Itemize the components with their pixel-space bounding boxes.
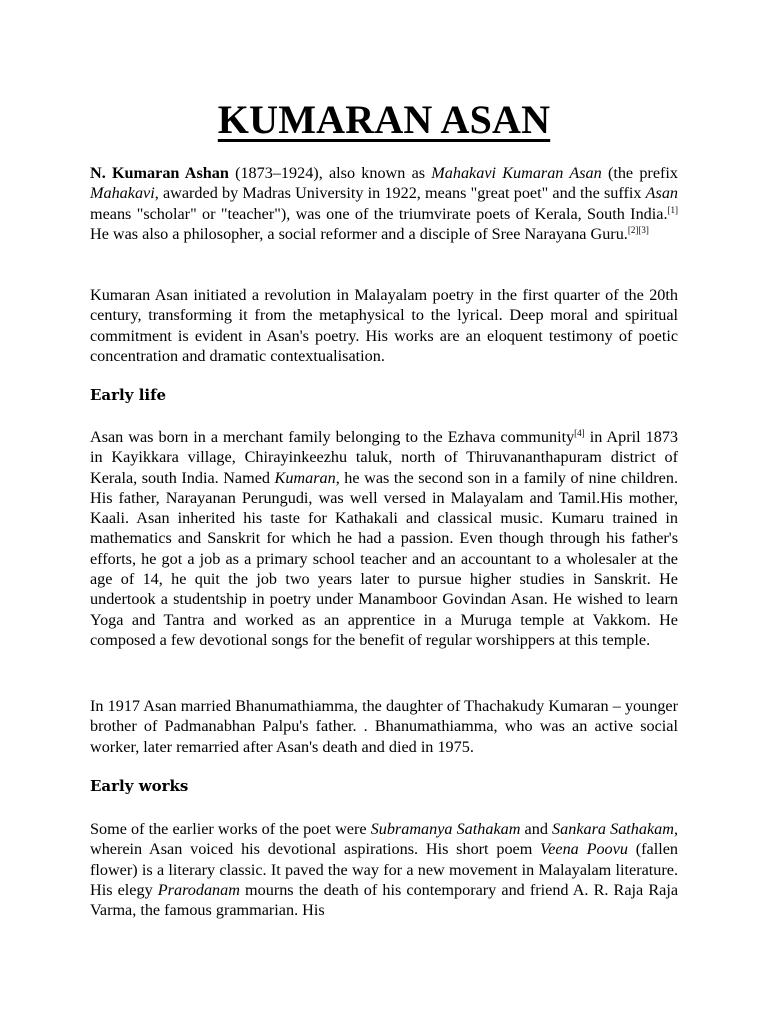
intro-suffix: Asan: [645, 184, 678, 203]
intro-alias: Mahakavi Kumaran Asan: [431, 164, 602, 182]
intro-text-4: means "scholar" or "teacher"), was one of the triumvirate poets of Kerala, South India.: [90, 204, 668, 223]
work-title: Sankara Sathakam: [552, 820, 674, 838]
section-heading-early-life: Early life: [90, 386, 167, 404]
early-works-text-2: and: [520, 820, 553, 838]
early-life-paragraph: [90, 427, 678, 650]
page-title: [0, 96, 768, 144]
early-works-text-5: mourns the death of his contemporary and friend A. R. Raja Raja Varma, the famous grammarian. His: [90, 880, 678, 920]
early-works-text-4: (fallen flower) is a literary classic. It paved the way for a new movement in Malayalam literature. His elegy: [90, 840, 678, 899]
work-title: Prarodanam: [157, 880, 240, 899]
intro-text-2: (the prefix: [601, 164, 678, 182]
intro-paragraph: [90, 163, 678, 244]
early-works-text-1: Some of the earlier works of the poet were: [90, 820, 371, 838]
citation-ref[interactable]: [1]: [667, 204, 678, 215]
early-life-text-2: in April 1873 in Kayikkara village, Chirayinkeezhu taluk, north of Thiruvananthapuram district of Kerala, south India. Named: [90, 428, 679, 487]
early-works-paragraph: [90, 819, 678, 920]
section-heading-early-works: Early works: [90, 777, 189, 795]
intro-text-5: He was also a philosopher, a social reformer and a disciple of Sree Narayana Guru.: [90, 224, 628, 243]
intro-prefix: Mahakavi: [90, 184, 155, 203]
early-life-text-3: , he was the second son in a family of nine children. His father, Narayanan Perungudi, was well versed in Malayalam and Tamil.His mother, Kaali. Asan inherited his taste for Kathakali and classical music. Kumaru trained in mathematics and Sanskrit for which he had a passion. Even though through his father's efforts, he got a job as a primary school teacher and an accountant to a wholesaler at the age of 14, he quit the job two years later to pursue higher studies in Sanskrit. He undertook a studentship in poetry under Manamboor Govindan Asan. He wished to learn Yoga and Tantra and worked as an apprentice in a Muruga temple at Vakkom. He composed a few devotional songs for the benefit of regular worshippers at this temple.: [90, 468, 678, 649]
page-title-text: KUMARAN ASAN: [217, 97, 551, 142]
work-title: Subramanya Sathakam: [370, 820, 521, 838]
birth-name: Kumaran: [274, 468, 336, 487]
citation-ref[interactable]: [4]: [574, 428, 585, 438]
intro-text-3: , awarded by Madras University in 1922, means "great poet" and the suffix: [154, 184, 646, 203]
revolution-paragraph: Kumaran Asan initiated a revolution in Malayalam poetry in the first quarter of the 20th century, transforming it from the metaphysical to the lyrical. Deep moral and spiritual commitment is evident in Asan's poetry. His works are an eloquent testimony of poetic concentration and dramatic contextualisation.: [90, 286, 678, 365]
subject-name: N. Kumaran Ashan: [90, 164, 229, 182]
early-works-text-3: , wherein Asan voiced his devotional aspirations. His short poem: [90, 820, 679, 859]
early-life-text-1: Asan was born in a merchant family belonging to the Ezhava community: [90, 428, 575, 446]
intro-text-1: (1873–1924), also known as: [228, 164, 432, 182]
work-title: Veena Poovu: [540, 840, 628, 859]
citation-ref[interactable]: [2][3]: [627, 224, 649, 235]
marriage-paragraph: In 1917 Asan married Bhanumathiamma, the daughter of Thachakudy Kumaran – younger brother of Padmanabhan Palpu's father. . Bhanumathiamma, who was an active social worker, later remarried after Asan's death and died in 1975.: [90, 697, 678, 756]
